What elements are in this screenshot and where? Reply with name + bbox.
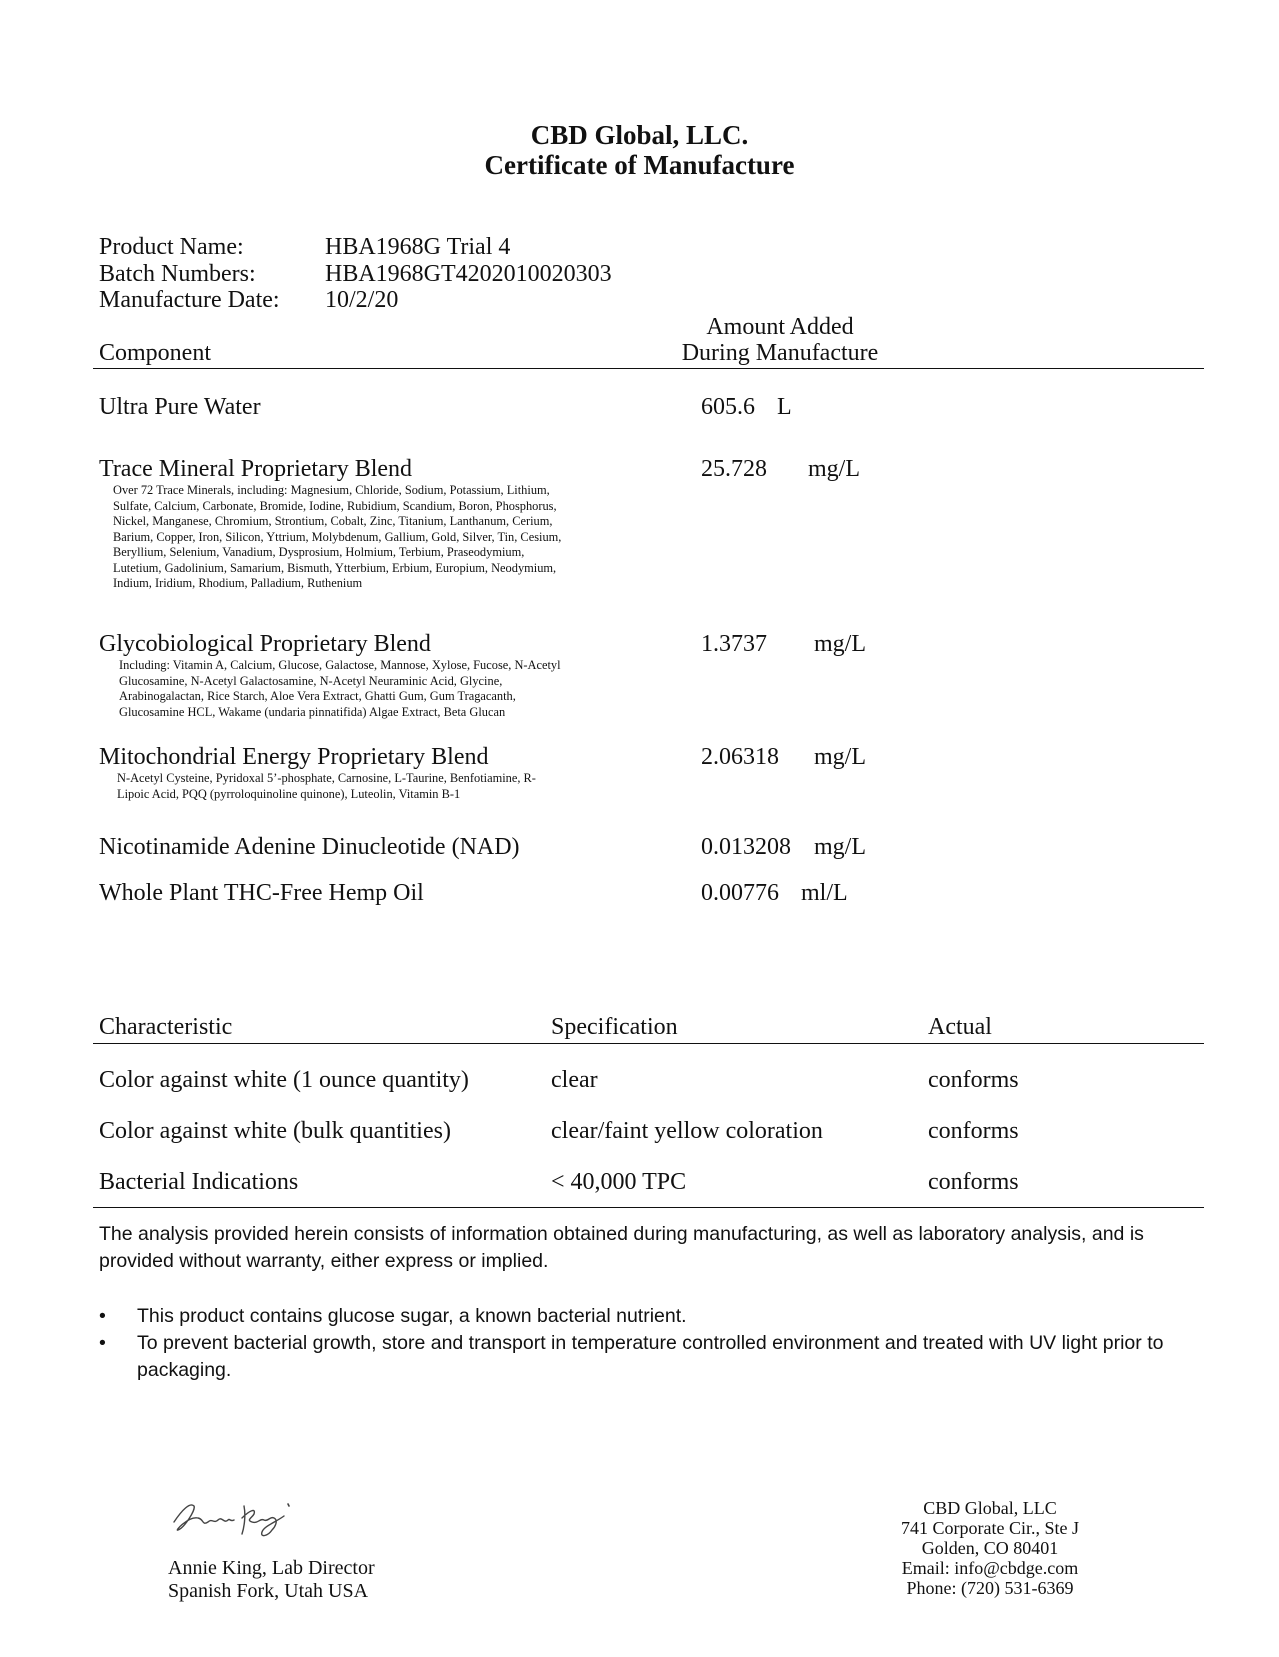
component-header: Component <box>99 340 211 366</box>
product-name-label: Product Name: <box>99 234 244 260</box>
component-description: Including: Vitamin A, Calcium, Glucose, Galactose, Mannose, Xylose, Fucose, N-Acetyl Glucosamine, N-Acetyl Galactosamine, N-Acetyl Neuraminic Acid, Glycine, Arabinogalactan, Rice Starch, Aloe Vera Extract, Ghatti Gum, Gum Tragacanth, Glucosamine HCL, Wakame (undaria pinnatifida) Algae Extract, Beta Glucan <box>119 658 561 719</box>
component-unit: ml/L <box>801 880 848 906</box>
component-amount: 0.00776 <box>701 880 779 906</box>
component-name: Whole Plant THC-Free Hemp Oil <box>99 880 424 906</box>
component-amount: 605.6 <box>701 394 755 420</box>
batch-numbers-value: HBA1968GT4202010020303 <box>325 261 612 287</box>
note-item: • This product contains glucose sugar, a known bacterial nutrient. <box>99 1303 1179 1330</box>
component-name: Mitochondrial Energy Proprietary Blend <box>99 744 489 770</box>
signature-image <box>168 1488 308 1548</box>
manufacture-date-label: Manufacture Date: <box>99 287 280 313</box>
component-amount: 1.3737 <box>701 631 767 657</box>
component-name: Ultra Pure Water <box>99 394 261 420</box>
characteristic-cell: Color against white (1 ounce quantity) <box>99 1067 469 1093</box>
disclaimer-text: The analysis provided herein consists of information obtained during manufacturing, as well as laboratory analysis, and is provided without warranty, either express or implied. <box>99 1223 1144 1272</box>
component-unit: mg/L <box>814 631 866 657</box>
specification-cell: clear <box>551 1067 598 1093</box>
specification-cell: clear/faint yellow coloration <box>551 1118 823 1144</box>
actual-cell: conforms <box>928 1169 1019 1195</box>
specification-header: Specification <box>551 1014 678 1040</box>
address-city: Golden, CO 80401 <box>921 1538 1059 1558</box>
characteristic-cell: Bacterial Indications <box>99 1169 299 1195</box>
actual-header: Actual <box>928 1014 992 1040</box>
document-title: Certificate of Manufacture <box>484 150 795 180</box>
characteristic-header-rule <box>93 1043 1204 1044</box>
component-unit: L <box>777 394 792 420</box>
characteristic-cell: Color against white (bulk quantities) <box>99 1118 451 1144</box>
address-company: CBD Global, LLC <box>923 1498 1057 1518</box>
signatory-name-title: Annie King, Lab Director <box>168 1557 375 1579</box>
component-name: Trace Mineral Proprietary Blend <box>99 456 413 482</box>
company-address-block <box>870 1498 1110 1598</box>
manufacture-date-value: 10/2/20 <box>325 287 399 313</box>
component-amount: 0.013208 <box>701 834 791 860</box>
component-unit: mg/L <box>814 834 866 860</box>
note-item: • To prevent bacterial growth, store and transport in temperature controlled environment and treated with UV light prior to packaging. <box>99 1330 1179 1384</box>
component-amount: 2.06318 <box>701 744 779 770</box>
signatory-location: Spanish Fork, Utah USA <box>168 1580 369 1602</box>
component-unit: mg/L <box>808 456 860 482</box>
address-email: Email: info@cbdge.com <box>901 1558 1079 1578</box>
address-street: 741 Corporate Cir., Ste J <box>901 1518 1079 1538</box>
batch-numbers-label: Batch Numbers: <box>99 261 256 287</box>
amount-header-line2: During Manufacture <box>681 340 879 366</box>
characteristics-bottom-rule <box>93 1207 1204 1208</box>
characteristic-header: Characteristic <box>99 1014 233 1040</box>
company-title: CBD Global, LLC. <box>530 120 749 150</box>
component-name: Glycobiological Proprietary Blend <box>99 631 431 657</box>
component-amount: 25.728 <box>701 456 767 482</box>
component-name: Nicotinamide Adenine Dinucleotide (NAD) <box>99 834 520 860</box>
component-header-rule <box>93 368 1204 369</box>
amount-header-line1: Amount Added <box>706 314 854 340</box>
actual-cell: conforms <box>928 1118 1019 1144</box>
address-phone: Phone: (720) 531-6369 <box>906 1578 1074 1598</box>
notes-list <box>99 1303 1179 1384</box>
specification-cell: < 40,000 TPC <box>551 1169 687 1195</box>
component-description: Over 72 Trace Minerals, including: Magnesium, Chloride, Sodium, Potassium, Lithium, Sulfate, Calcium, Carbonate, Bromide, Iodine, Rubidium, Scandium, Boron, Phosphorus, Nickel, Manganese, Chromium, Strontium, Cobalt, Zinc, Titanium, Lanthanum, Cerium, Barium, Copper, Iron, Silicon, Yttrium, Molybdenum, Gallium, Gold, Silver, Tin, Cesium, Beryllium, Selenium, Vanadium, Dysprosium, Holmium, Terbium, Praseodymium, Lutetium, Gadolinium, Samarium, Bismuth, Ytterbium, Erbium, Europium, Neodymium, Indium, Iridium, Rhodium, Palladium, Ruthenium <box>113 483 562 590</box>
product-name-value: HBA1968G Trial 4 <box>325 234 511 260</box>
component-description: N-Acetyl Cysteine, Pyridoxal 5’-phosphate, Carnosine, L-Taurine, Benfotiamine, R-Lipoic Acid, PQQ (pyrroloquinoline quinone), Luteolin, Vitamin B-1 <box>117 771 536 801</box>
actual-cell: conforms <box>928 1067 1019 1093</box>
component-unit: mg/L <box>814 744 866 770</box>
